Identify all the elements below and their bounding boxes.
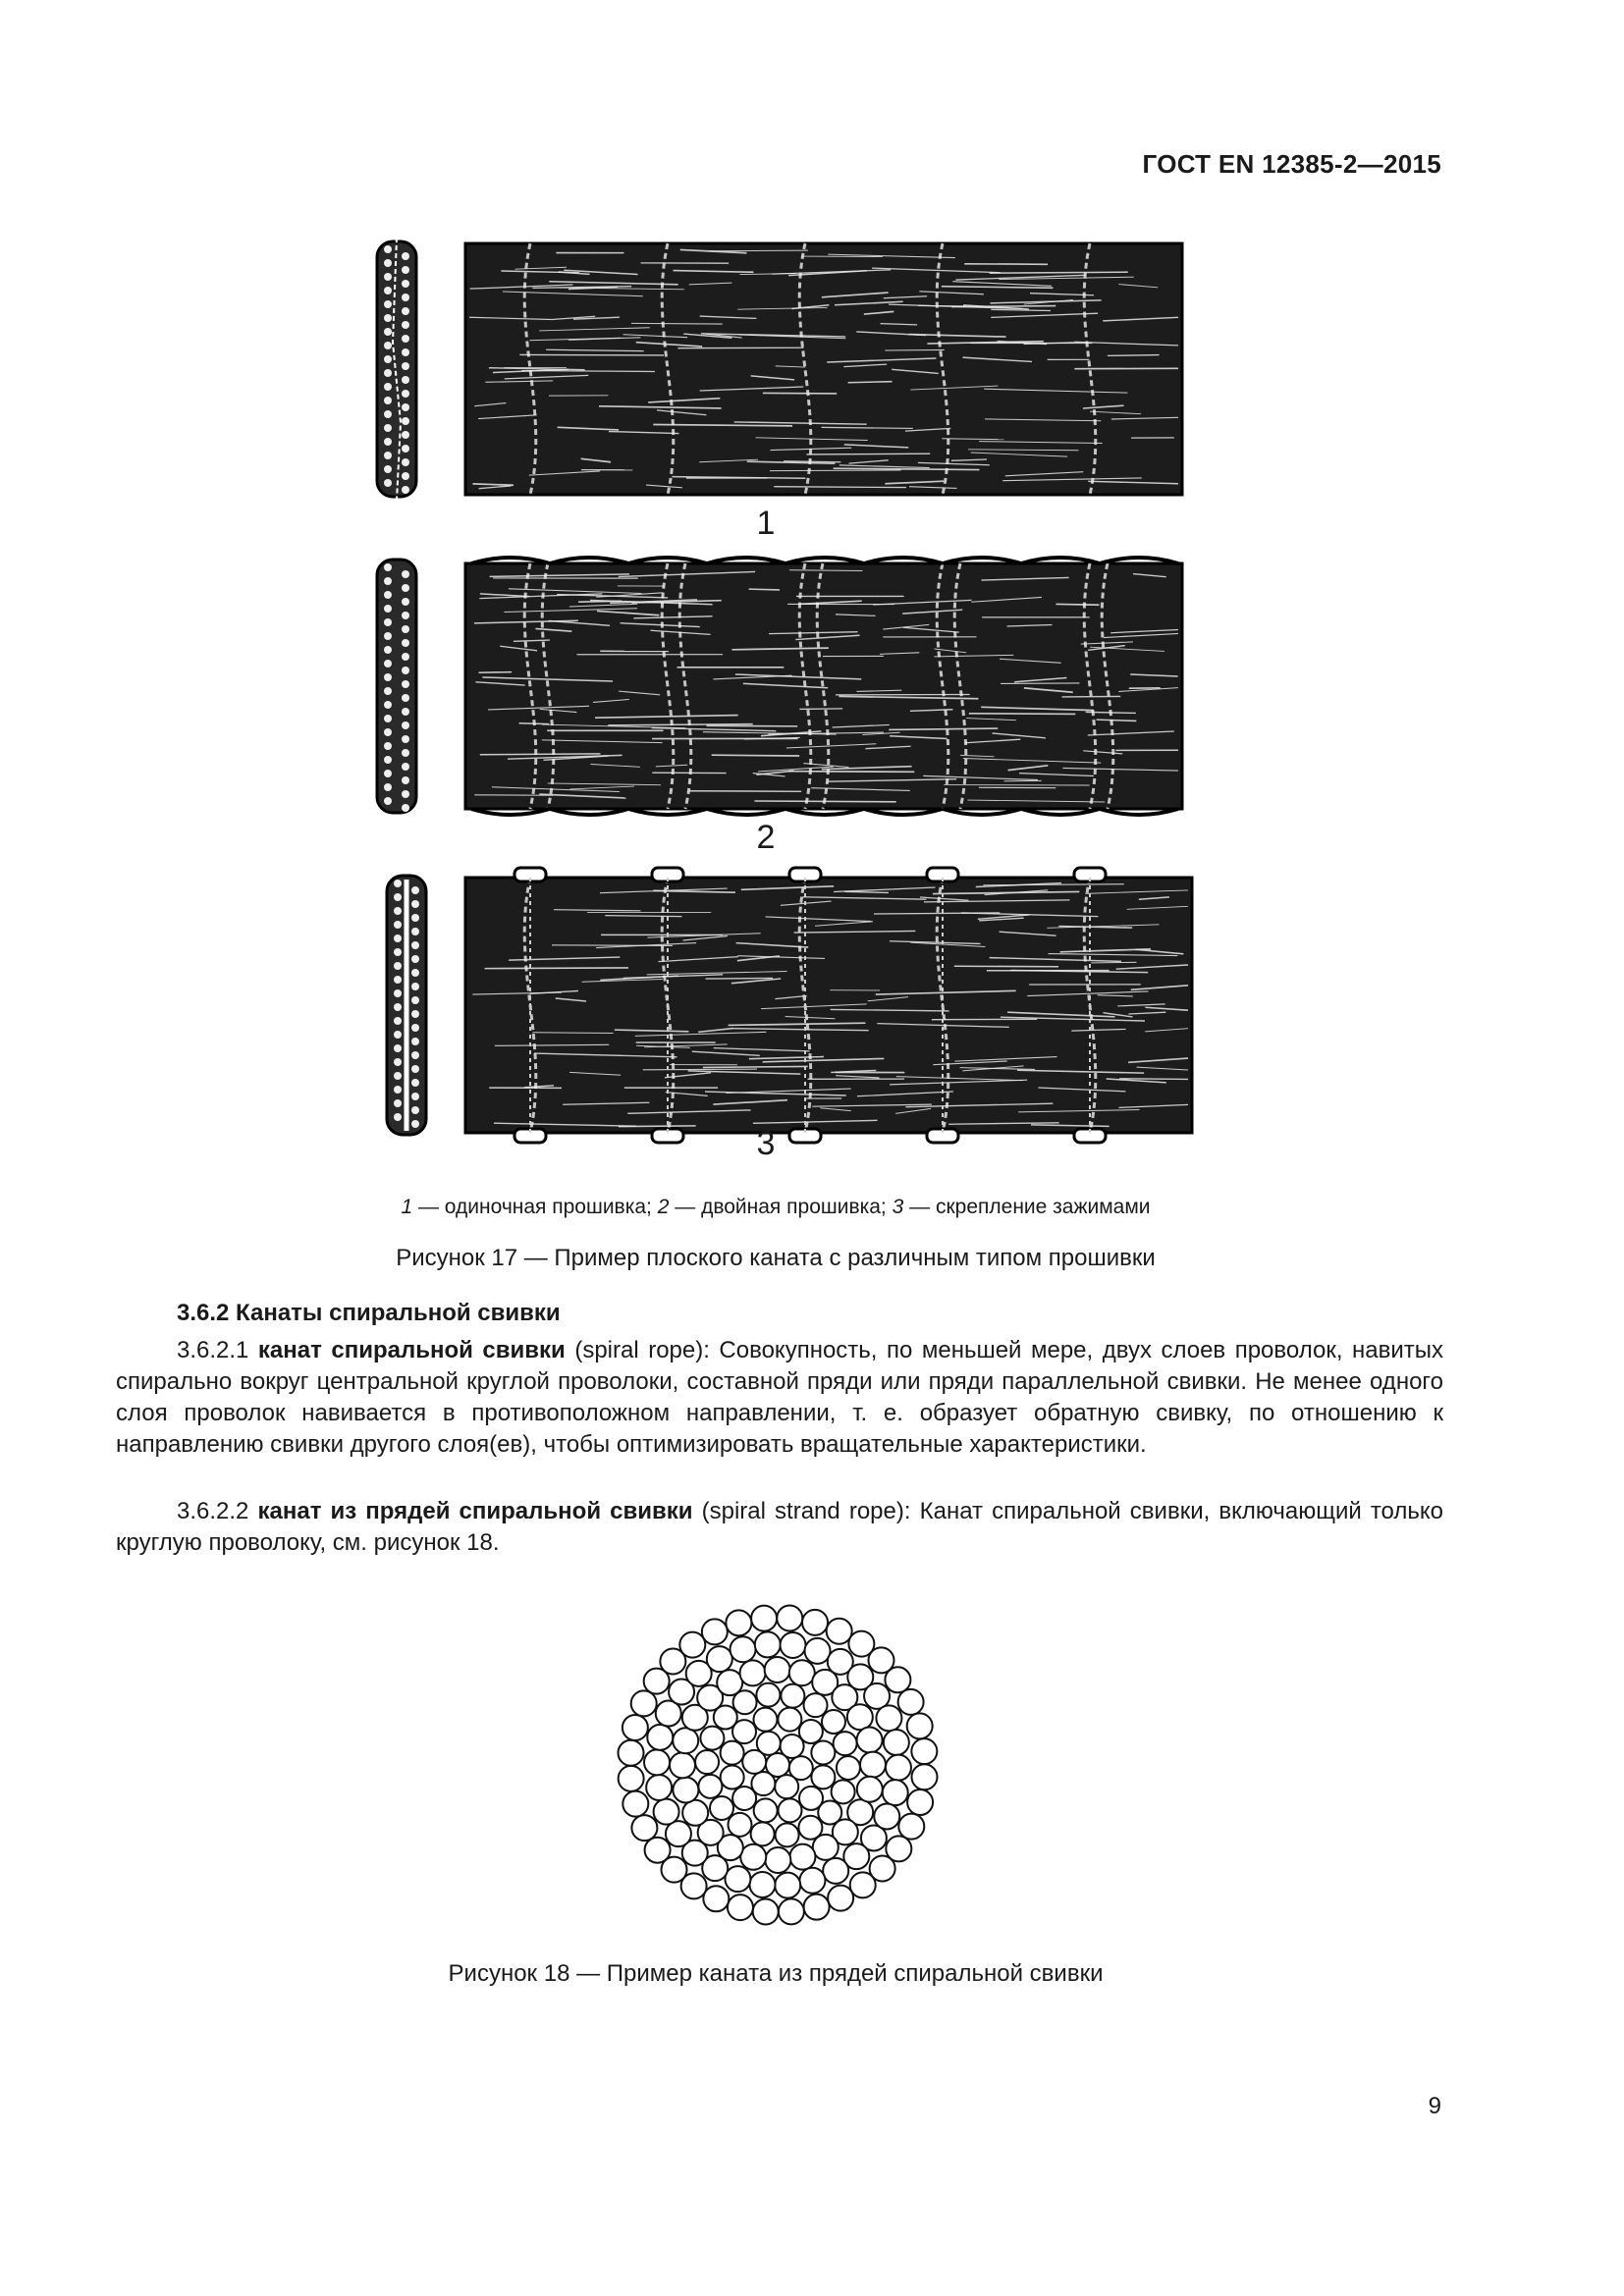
para-number: 3.6.2.2 xyxy=(177,1498,258,1524)
figure-part-number-3: 3 xyxy=(756,1125,776,1162)
para-term: канат из прядей спиральной свивки xyxy=(257,1498,693,1524)
legend-text-1: — одиночная прошивка; xyxy=(412,1196,658,1218)
rope-2-double-stitching-view xyxy=(461,554,1188,819)
figure-18-caption: Рисунок 18 — Пример каната из прядей спиральной свивки xyxy=(448,1960,1104,1987)
legend-text-3: — скрепление зажимами xyxy=(903,1196,1151,1218)
rope-3-cross-section xyxy=(375,870,438,1141)
legend-text-2: — двойная прошивка; xyxy=(669,1196,893,1218)
legend-num-3: 3 xyxy=(892,1196,904,1218)
figure-17-legend xyxy=(373,1196,1178,1219)
rope-1-cross-section xyxy=(369,236,424,503)
figure-17-caption: Рисунок 17 — Пример плоского каната с различным типом прошивки xyxy=(396,1245,1156,1271)
legend-num-2: 2 xyxy=(657,1196,670,1218)
document-code: ГОСТ EN 12385-2—2015 xyxy=(1142,149,1441,179)
rope-2-cross-section xyxy=(369,554,424,819)
figure-part-number-2: 2 xyxy=(756,819,776,856)
para-term: канат спиральной свивки xyxy=(257,1337,566,1363)
paragraph-3-6-2-1 xyxy=(116,1335,1443,1461)
para-term-en: (spiral strand rope): xyxy=(692,1498,920,1524)
paragraph-3-6-2-2 xyxy=(116,1496,1443,1559)
rope-1-single-stitching-view xyxy=(461,236,1188,503)
legend-num-1: 1 xyxy=(401,1196,413,1218)
rope-3-clamp-fastening-view xyxy=(461,862,1198,1148)
page-number: 9 xyxy=(1428,2093,1441,2119)
spiral-strand-rope-cross-section xyxy=(601,1588,954,1942)
para-number: 3.6.2.1 xyxy=(177,1337,258,1363)
para-text: Совокупность, по меньшей мере, двух слоев проволок, навитых спирально вокруг центральной круглой проволоки, составной пряди или пряди параллельной свивки. Не менее одного слоя проволок навивается в противоположном направлении, т. е. образует обратную свивку, по отношению к направлению свивки другого слоя(ев), чтобы оптимизировать вращательные характеристики. xyxy=(116,1337,1444,1458)
figure-part-number-1: 1 xyxy=(756,505,776,542)
section-heading: 3.6.2 Канаты спиральной свивки xyxy=(177,1300,561,1326)
para-term-en: (spiral rope): xyxy=(565,1337,720,1363)
para-text: Канат спиральной свивки, включающий только круглую проволоку, см. рисунок 18. xyxy=(116,1498,1444,1556)
